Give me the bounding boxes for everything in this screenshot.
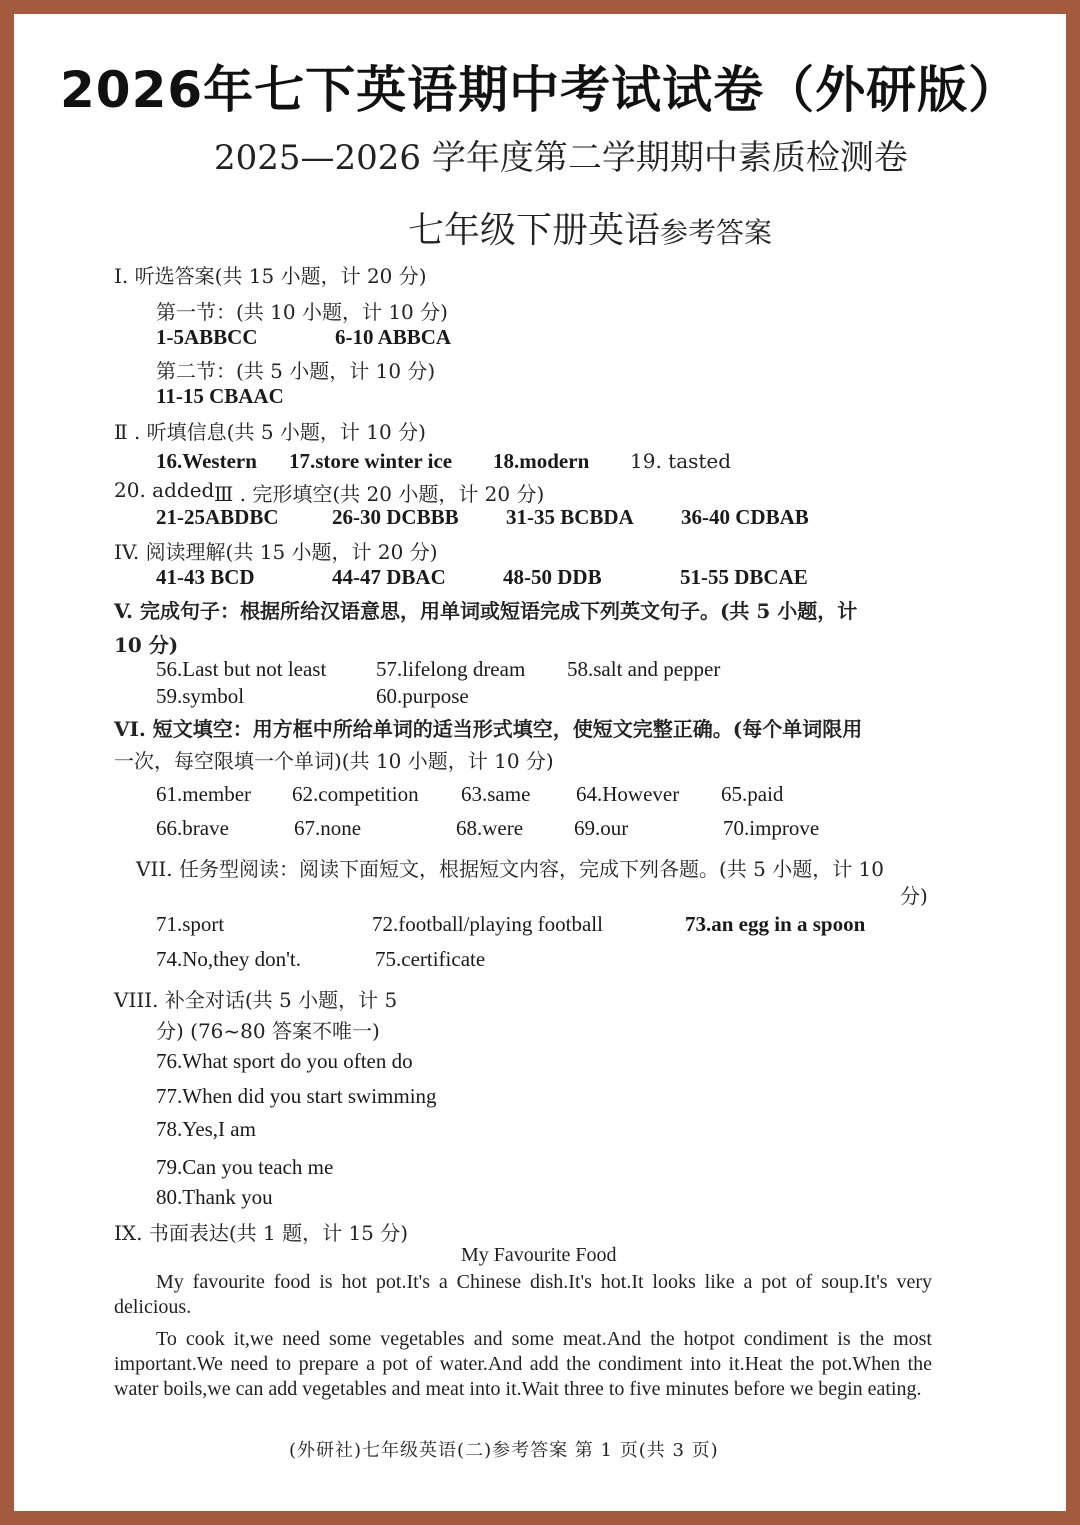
section-1-heading: I. 听选答案(共 15 小题，计 20 分) (114, 264, 427, 288)
answer-41-43: 41-43 BCD (156, 565, 255, 589)
answer-31-35: 31-35 BCBDA (506, 505, 634, 529)
answer-59: 59.symbol (156, 684, 245, 708)
answer-68: 68.were (456, 816, 524, 840)
answer-65: 65.paid (721, 782, 784, 806)
answer-key-title (408, 202, 772, 253)
section-1-part-2: 第二节：(共 5 小题，计 10 分) (156, 359, 436, 383)
answer-18: 18.modern (493, 449, 590, 473)
section-2-heading: Ⅱ . 听填信息(共 5 小题，计 10 分) (114, 420, 426, 444)
essay-paragraph-1: My favourite food is hot pot.It's a Chinese dish.It's hot.It looks like a pot of soup.It's very delicious. (114, 1271, 932, 1318)
title-grade-subject: 七年级下册英语 (408, 210, 661, 251)
answer-11-15: 11-15 CBAAC (156, 384, 284, 408)
answer-6-10: 6-10 ABBCA (335, 325, 452, 349)
section-8-heading-line-1: VIII. 补全对话(共 5 小题，计 5 (114, 988, 398, 1012)
page-footer: (外研社)七年级英语(二)参考答案 第 1 页(共 3 页) (289, 1440, 719, 1461)
section-5-heading-line-1: V. 完成句子：根据所给汉语意思，用单词或短语完成下列英文句子。(共 5 小题，计 (114, 599, 858, 623)
answer-71: 71.sport (156, 912, 225, 936)
answer-78: 78.Yes,I am (156, 1117, 256, 1141)
answer-62: 62.competition (292, 782, 419, 806)
essay-title: My Favourite Food (461, 1244, 617, 1266)
answer-44-47: 44-47 DBAC (332, 565, 446, 589)
answer-56: 56.Last but not least (156, 657, 327, 681)
section-9-heading: IX. 书面表达(共 1 题，计 15 分) (114, 1221, 409, 1245)
section-7-heading-line-1: VII. 任务型阅读：阅读下面短文，根据短文内容，完成下列各题。(共 5 小题，计 10 (136, 857, 885, 881)
answer-1-5: 1-5ABBCC (156, 325, 258, 349)
answer-16: 16.Western (156, 449, 257, 473)
section-4-heading: IV. 阅读理解(共 15 小题，计 20 分) (114, 540, 438, 564)
answer-57: 57.lifelong dream (376, 657, 526, 681)
section-8-heading-line-2: 分) (76~80 答案不唯一) (156, 1019, 380, 1043)
answer-67: 67.none (294, 816, 362, 840)
answer-69: 69.our (574, 816, 629, 840)
answer-77: 77.When did you start swimming (156, 1084, 437, 1108)
answer-21-25: 21-25ABDBC (156, 505, 279, 529)
answer-63: 63.same (461, 782, 531, 806)
section-6-heading-line-2: 一次，每空限填一个单词)(共 10 小题，计 10 分) (114, 749, 554, 773)
answer-26-30: 26-30 DCBBB (332, 505, 459, 529)
answer-74: 74.No,they don't. (156, 947, 301, 971)
section-6-heading-line-1: VI. 短文填空：用方框中所给单词的适当形式填空，使短文完整正确。(每个单词限用 (114, 717, 863, 741)
answer-19: 19. tasted (630, 449, 732, 473)
answer-36-40: 36-40 CDBAB (681, 505, 809, 529)
answer-80: 80.Thank you (156, 1185, 273, 1209)
answer-70: 70.improve (723, 816, 820, 840)
section-3-heading: Ⅲ . 完形填空(共 20 小题，计 20 分) (214, 482, 545, 506)
answer-61: 61.member (156, 782, 252, 806)
answer-79: 79.Can you teach me (156, 1155, 334, 1179)
answer-48-50: 48-50 DDB (503, 565, 602, 589)
title-answer-key: 参考答案 (660, 216, 773, 249)
answer-51-55: 51-55 DBCAE (680, 565, 808, 589)
answer-60: 60.purpose (376, 684, 469, 708)
answer-58: 58.salt and pepper (567, 657, 721, 681)
answer-17: 17.store winter ice (289, 449, 453, 473)
section-5-heading-line-2: 10 分) (114, 633, 179, 657)
section-1-part-1: 第一节：(共 10 小题，计 10 分) (156, 300, 448, 324)
section-7-heading-line-2: 分) (900, 884, 928, 908)
banner-title: 2026年七下英语期中考试试卷（外研版） (60, 61, 1020, 119)
answer-20: 20. added (114, 478, 215, 502)
answer-72: 72.football/playing football (372, 912, 603, 936)
answer-64: 64.However (576, 782, 680, 806)
answer-75: 75.certificate (375, 947, 486, 971)
answer-66: 66.brave (156, 816, 229, 840)
essay-paragraph-2: To cook it,we need some vegetables and some meat.And the hotpot condiment is the most important.We need to prepare a pot of water.And add the condiment into it.Heat the pot.When the water boils,we can add vegetables and meat into it.Wait three to five minutes before we begin eating. (114, 1328, 932, 1400)
answer-76: 76.What sport do you often do (156, 1049, 413, 1073)
answer-sheet-page (14, 14, 1066, 1511)
exam-subtitle: 2025—2026 学年度第二学期期中素质检测卷 (214, 138, 908, 178)
answer-73: 73.an egg in a spoon (685, 912, 866, 936)
